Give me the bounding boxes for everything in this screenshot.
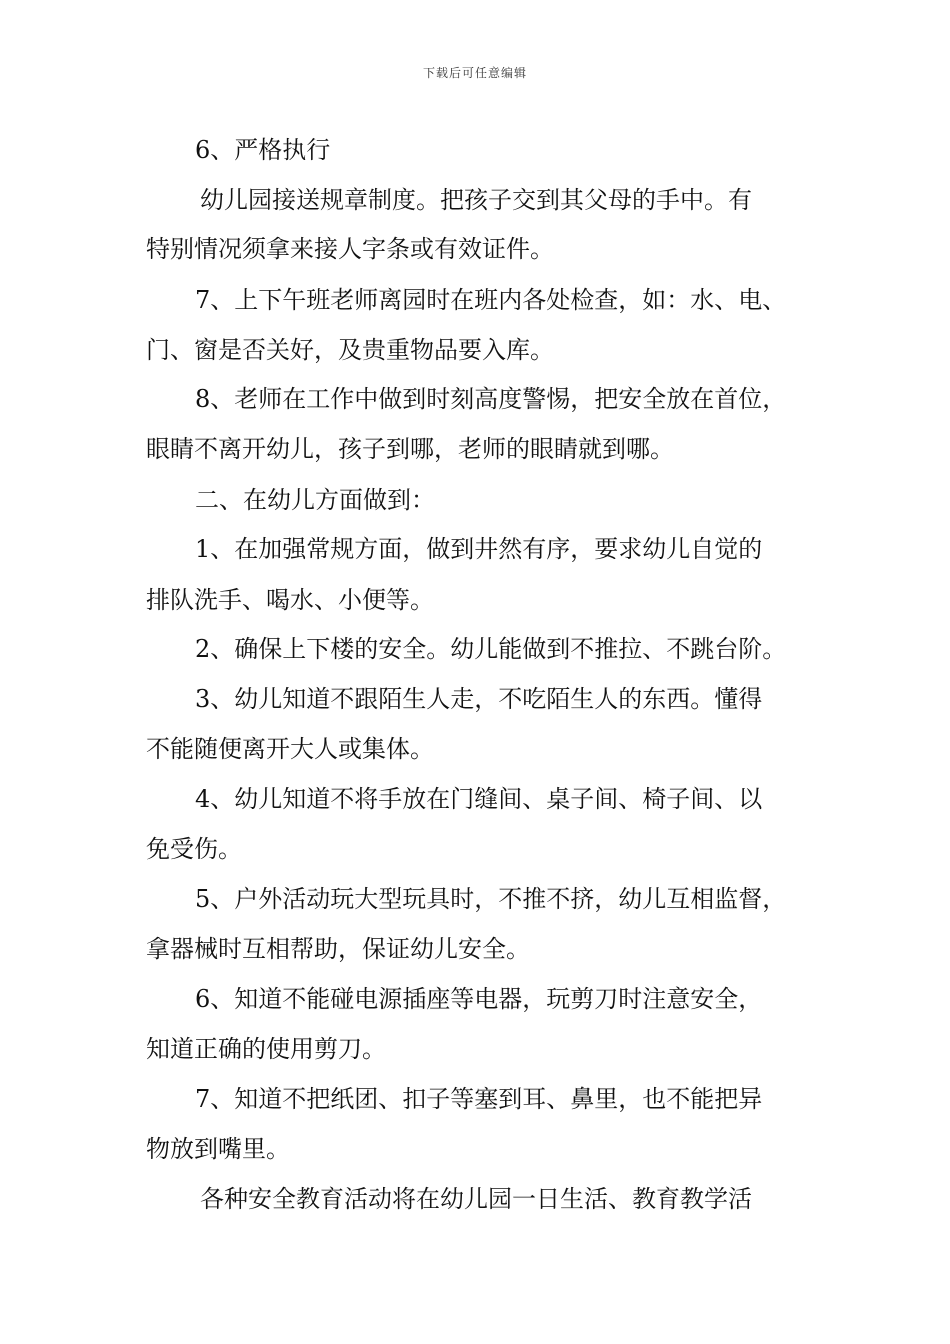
paragraph-line: 物放到嘴里。 bbox=[146, 1135, 290, 1163]
paragraph-line: 门、窗是否关好，及贵重物品要入库。 bbox=[146, 336, 554, 364]
paragraph-line: 8、老师在工作中做到时刻高度警惕，把安全放在首位， bbox=[195, 385, 787, 413]
paragraph-line: 6、严格执行 bbox=[195, 136, 331, 164]
paragraph-line: 5、户外活动玩大型玩具时，不推不挤，幼儿互相监督， bbox=[195, 885, 787, 913]
paragraph-line: 7、上下午班老师离园时在班内各处检查，如：水、电、 bbox=[195, 286, 787, 314]
paragraph-line: 1、在加强常规方面，做到井然有序，要求幼儿自觉的 bbox=[195, 535, 763, 563]
page-header: 下载后可任意编辑 bbox=[422, 66, 527, 80]
paragraph-line: 幼儿园接送规章制度。把孩子交到其父母的手中。有 bbox=[200, 186, 752, 214]
paragraph-line: 免受伤。 bbox=[146, 835, 242, 863]
paragraph-line: 4、幼儿知道不将手放在门缝间、桌子间、椅子间、以 bbox=[195, 785, 763, 813]
paragraph-line: 各种安全教育活动将在幼儿园一日生活、教育教学活 bbox=[200, 1185, 752, 1213]
paragraph-line: 3、幼儿知道不跟陌生人走，不吃陌生人的东西。懂得 bbox=[195, 685, 763, 713]
paragraph-line: 知道正确的使用剪刀。 bbox=[146, 1035, 386, 1063]
paragraph-line: 7、知道不把纸团、扣子等塞到耳、鼻里，也不能把异 bbox=[195, 1085, 763, 1113]
paragraph-line: 排队洗手、喝水、小便等。 bbox=[146, 586, 434, 614]
section-heading: 二、在幼儿方面做到： bbox=[195, 486, 435, 514]
paragraph-line: 拿器械时互相帮助，保证幼儿安全。 bbox=[146, 935, 530, 963]
paragraph-line: 特别情况须拿来接人字条或有效证件。 bbox=[146, 235, 554, 263]
paragraph-line: 6、知道不能碰电源插座等电器，玩剪刀时注意安全， bbox=[195, 985, 763, 1013]
paragraph-line: 眼睛不离开幼儿，孩子到哪，老师的眼睛就到哪。 bbox=[146, 435, 674, 463]
paragraph-line: 不能随便离开大人或集体。 bbox=[146, 735, 434, 763]
paragraph-line: 2、确保上下楼的安全。幼儿能做到不推拉、不跳台阶。 bbox=[195, 635, 787, 663]
